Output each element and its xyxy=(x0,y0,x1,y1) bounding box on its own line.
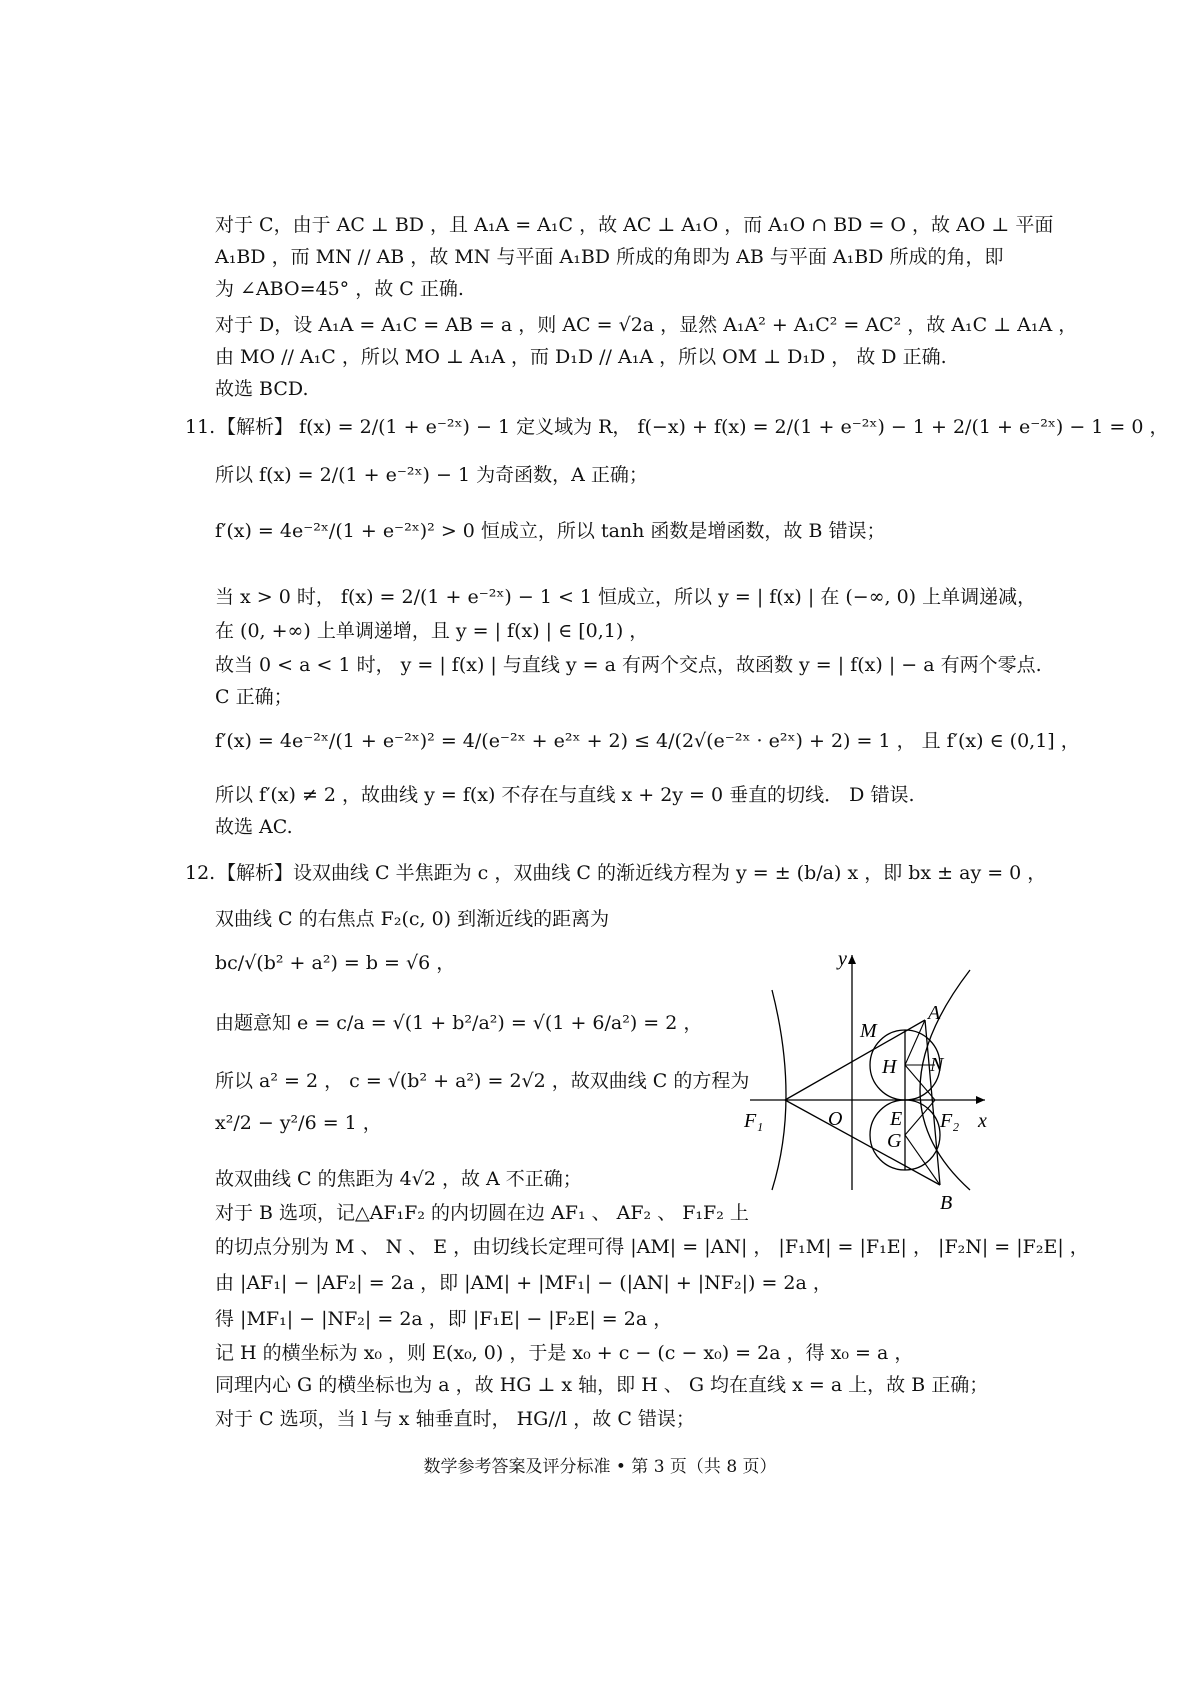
text-line: 双曲线 C 的右焦点 F₂(c, 0) 到渐近线的距离为 xyxy=(215,908,610,930)
text-line: 对于 C，由于 AC ⊥ BD ，且 A₁A = A₁C ，故 AC ⊥ A₁O ，而 A₁O ∩ BD = O ，故 AO ⊥ 平面 xyxy=(215,214,1054,236)
label-m: M xyxy=(860,1020,877,1042)
item-11 xyxy=(185,414,1169,440)
text-line: f′(x) = 4e⁻²ˣ/(1 + e⁻²ˣ)² > 0 恒成立，所以 tanh 函数是增函数，故 B 错误； xyxy=(215,520,886,542)
label-b: B xyxy=(940,1192,953,1214)
text-line: 记 H 的横坐标为 x₀ ，则 E(x₀, 0) ，于是 x₀ + c − (c − x₀) = 2a ，得 x₀ = a ， xyxy=(215,1342,914,1364)
item-12 xyxy=(185,860,1046,886)
hyperbola-figure xyxy=(740,945,990,1214)
text-line: 所以 f′(x) ≠ 2 ，故曲线 y = f(x) 不存在与直线 x + 2y = 0 垂直的切线． D 错误. xyxy=(215,784,915,806)
text-line: A₁BD ，而 MN // AB ，故 MN 与平面 A₁BD 所成的角即为 AB 与平面 A₁BD 所成的角，即 xyxy=(215,246,1004,268)
y-axis-arrow xyxy=(848,955,856,964)
label-a: A xyxy=(928,1002,941,1024)
text-line: 故选 BCD. xyxy=(215,378,309,400)
item-number: 12. xyxy=(185,862,216,884)
text-line: 故选 AC. xyxy=(215,816,293,838)
label-x: x xyxy=(978,1110,987,1132)
label-h: H xyxy=(882,1056,897,1078)
text-line: 【解析】设双曲线 C 半焦距为 c ，双曲线 C 的渐近线方程为 y = ± (b/a) x ，即 bx ± ay = 0 ， xyxy=(217,862,1047,884)
label-e: E xyxy=(890,1108,903,1130)
text-line: 【解析】 f(x) = 2/(1 + e⁻²ˣ) − 1 定义域为 R， f(−x) + f(x) = 2/(1 + e⁻²ˣ) − 1 + 2/(1 + e⁻²ˣ) − 1 = 0 ， xyxy=(217,416,1169,438)
line-gf2 xyxy=(905,1100,935,1135)
text-line: 由 MO // A₁C ，所以 MO ⊥ A₁A ，而 D₁D // A₁A ，所以 OM ⊥ D₁D ， 故 D 正确. xyxy=(215,346,947,368)
left-branch xyxy=(772,990,786,1190)
text-line: 当 x > 0 时， f(x) = 2/(1 + e⁻²ˣ) − 1 < 1 恒成立，所以 y = | f(x) | 在 (−∞, 0) 上单调递减， xyxy=(215,586,1037,608)
text-line: f′(x) = 4e⁻²ˣ/(1 + e⁻²ˣ)² = 4/(e⁻²ˣ + e²ˣ + 2) ≤ 4/(2√(e⁻²ˣ · e²ˣ) + 2) = 1 ， 且 f′(x) ∈ (0,1] ， xyxy=(215,730,1080,752)
text-line: 所以 a² = 2 ， c = √(b² + a²) = 2√2 ，故双曲线 C 的方程为 xyxy=(215,1070,750,1092)
text-line: 在 (0, +∞) 上单调递增，且 y = | f(x) | ∈ [0,1) ， xyxy=(215,620,649,642)
label-f2: F₂ xyxy=(940,1110,960,1132)
label-o: O xyxy=(828,1108,843,1130)
text-line: 对于 D，设 A₁A = A₁C = AB = a ，则 AC = √2a ，显然 A₁A² + A₁C² = AC² ，故 A₁C ⊥ A₁A ， xyxy=(215,314,1078,336)
label-y: y xyxy=(838,948,847,970)
text-line: 对于 B 选项，记△AF₁F₂ 的内切圆在边 AF₁ 、 AF₂ 、 F₁F₂ 上 xyxy=(215,1202,749,1224)
text-line: 得 |MF₁| − |NF₂| = 2a ，即 |F₁E| − |F₂E| = 2a ， xyxy=(215,1308,673,1330)
text-line: 同理内心 G 的横坐标也为 a ，故 HG ⊥ x 轴，即 H 、 G 均在直线 x = a 上，故 B 正确； xyxy=(215,1374,989,1396)
label-n: N xyxy=(930,1054,944,1076)
line-ha xyxy=(905,1020,925,1065)
text-line: 为 ∠ABO=45° ，故 C 正确. xyxy=(215,278,464,300)
line-gb xyxy=(905,1135,940,1185)
text-line: 所以 f(x) = 2/(1 + e⁻²ˣ) − 1 为奇函数，A 正确； xyxy=(215,464,648,486)
text-line: C 正确； xyxy=(215,686,293,708)
item-number: 11. xyxy=(185,416,216,438)
text-line: 由题意知 e = c/a = √(1 + b²/a²) = √(1 + 6/a²) = 2 ， xyxy=(215,1012,703,1034)
label-f1: F₁ xyxy=(744,1110,764,1132)
text-line: 对于 C 选项，当 l 与 x 轴垂直时， HG//l ，故 C 错误； xyxy=(215,1408,695,1430)
x-axis-arrow xyxy=(976,1096,985,1104)
text-line: 故双曲线 C 的焦距为 4√2 ，故 A 不正确； xyxy=(215,1168,582,1190)
text-line: bc/√(b² + a²) = b = √6 ， xyxy=(215,952,456,974)
label-g: G xyxy=(887,1130,902,1152)
page-footer: 数学参考答案及评分标准 • 第 3 页（共 8 页） xyxy=(423,1457,777,1477)
text-line: 由 |AF₁| − |AF₂| = 2a ，即 |AM| + |MF₁| − (|AN| + |NF₂|) = 2a ， xyxy=(215,1272,832,1294)
segment-f1-b xyxy=(785,1100,940,1185)
text-line: x²/2 − y²/6 = 1 ， xyxy=(215,1112,382,1134)
segment-f1-a xyxy=(785,1020,925,1100)
text-line: 的切点分别为 M 、 N 、 E ，由切线长定理可得 |AM| = |AN| ， |F₁M| = |F₁E| ， |F₂N| = |F₂E| ， xyxy=(215,1236,1089,1258)
text-line: 故当 0 < a < 1 时， y = | f(x) | 与直线 y = a 有两个交点，故函数 y = | f(x) | − a 有两个零点. xyxy=(215,654,1042,676)
